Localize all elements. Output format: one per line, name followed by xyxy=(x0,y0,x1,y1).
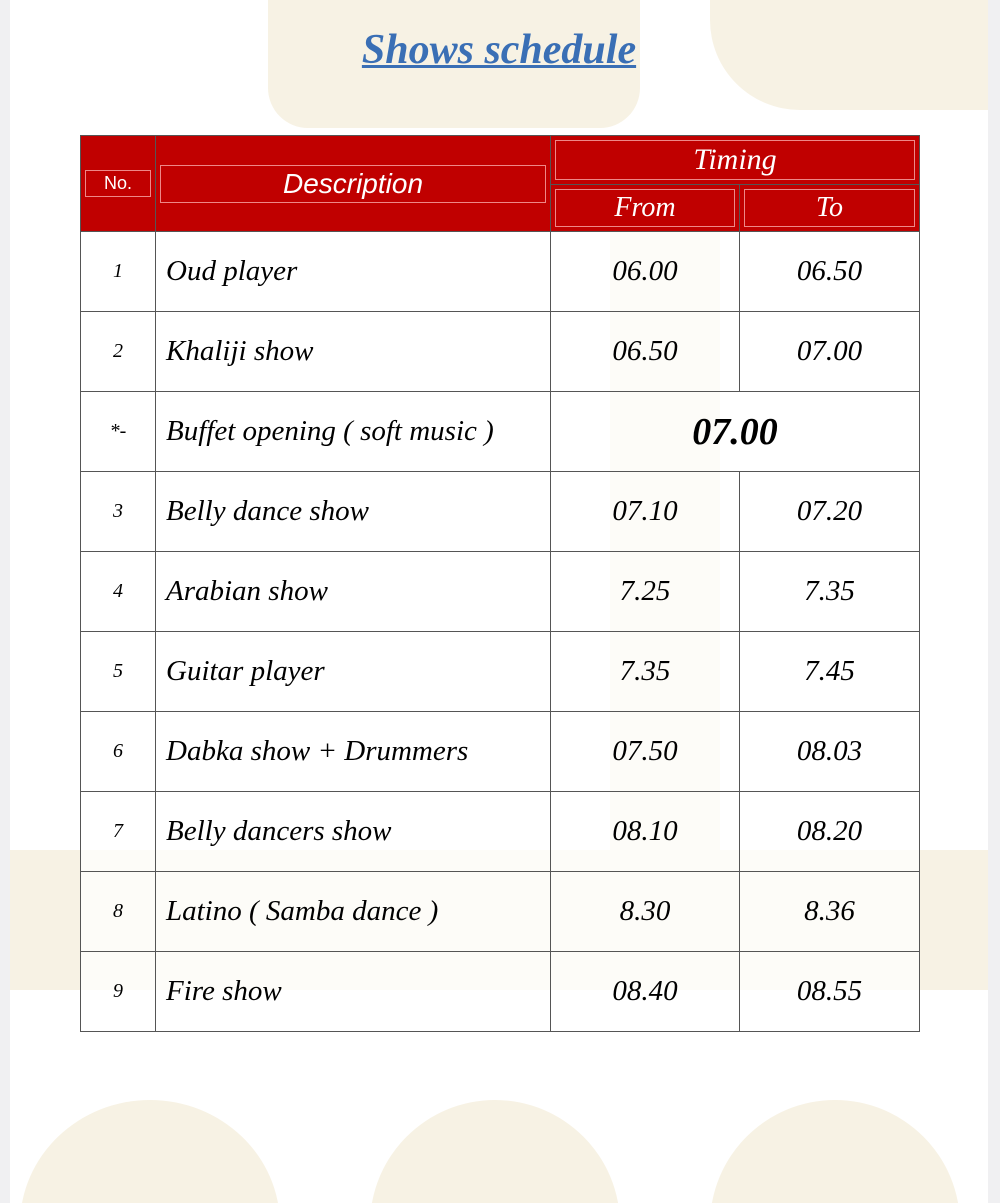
table-row xyxy=(81,392,920,472)
row-description: Dabka show + Drummers xyxy=(156,712,551,792)
row-number: 5 xyxy=(81,632,156,712)
table-row xyxy=(81,872,920,952)
row-number: 1 xyxy=(81,232,156,312)
row-from-time: 06.00 xyxy=(551,232,740,312)
row-description: Guitar player xyxy=(156,632,551,712)
table-row xyxy=(81,232,920,312)
table-row xyxy=(81,952,920,1032)
table-row xyxy=(81,632,920,712)
row-to-time: 07.00 xyxy=(740,312,920,392)
row-from-time: 07.50 xyxy=(551,712,740,792)
row-to-time: 08.03 xyxy=(740,712,920,792)
row-number: 9 xyxy=(81,952,156,1032)
row-from-time: 07.10 xyxy=(551,472,740,552)
row-to-time: 08.20 xyxy=(740,792,920,872)
watermark-shape xyxy=(370,1100,620,1203)
row-number: 2 xyxy=(81,312,156,392)
row-number: 4 xyxy=(81,552,156,632)
table-row xyxy=(81,712,920,792)
row-to-time: 07.20 xyxy=(740,472,920,552)
row-number: *- xyxy=(81,392,156,472)
row-from-time: 06.50 xyxy=(551,312,740,392)
header-timing: Timing xyxy=(551,136,920,185)
row-to-time: 7.35 xyxy=(740,552,920,632)
header-from: From xyxy=(551,185,740,232)
row-from-time: 08.10 xyxy=(551,792,740,872)
schedule-table xyxy=(80,135,920,1032)
watermark-shape xyxy=(20,1100,280,1203)
header-no: No. xyxy=(81,136,156,232)
row-time: 07.00 xyxy=(551,392,920,472)
table-row xyxy=(81,792,920,872)
header-description: Description xyxy=(156,136,551,232)
row-to-time: 7.45 xyxy=(740,632,920,712)
row-from-time: 7.25 xyxy=(551,552,740,632)
row-from-time: 7.35 xyxy=(551,632,740,712)
row-description: Fire show xyxy=(156,952,551,1032)
row-from-time: 08.40 xyxy=(551,952,740,1032)
page-title: Shows schedule xyxy=(361,27,637,73)
row-number: 3 xyxy=(81,472,156,552)
row-to-time: 08.55 xyxy=(740,952,920,1032)
row-to-time: 06.50 xyxy=(740,232,920,312)
row-description: Latino ( Samba dance ) xyxy=(156,872,551,952)
document-page xyxy=(10,0,988,1203)
row-from-time: 8.30 xyxy=(551,872,740,952)
row-description: Oud player xyxy=(156,232,551,312)
header-to: To xyxy=(740,185,920,232)
row-to-time: 8.36 xyxy=(740,872,920,952)
watermark-shape xyxy=(710,1100,960,1203)
row-number: 7 xyxy=(81,792,156,872)
row-description: Arabian show xyxy=(156,552,551,632)
table-row xyxy=(81,472,920,552)
row-number: 6 xyxy=(81,712,156,792)
row-number: 8 xyxy=(81,872,156,952)
row-description: Belly dance show xyxy=(156,472,551,552)
table-row xyxy=(81,312,920,392)
table-row xyxy=(81,552,920,632)
row-description: Khaliji show xyxy=(156,312,551,392)
row-description: Belly dancers show xyxy=(156,792,551,872)
row-description: Buffet opening ( soft music ) xyxy=(156,392,551,472)
